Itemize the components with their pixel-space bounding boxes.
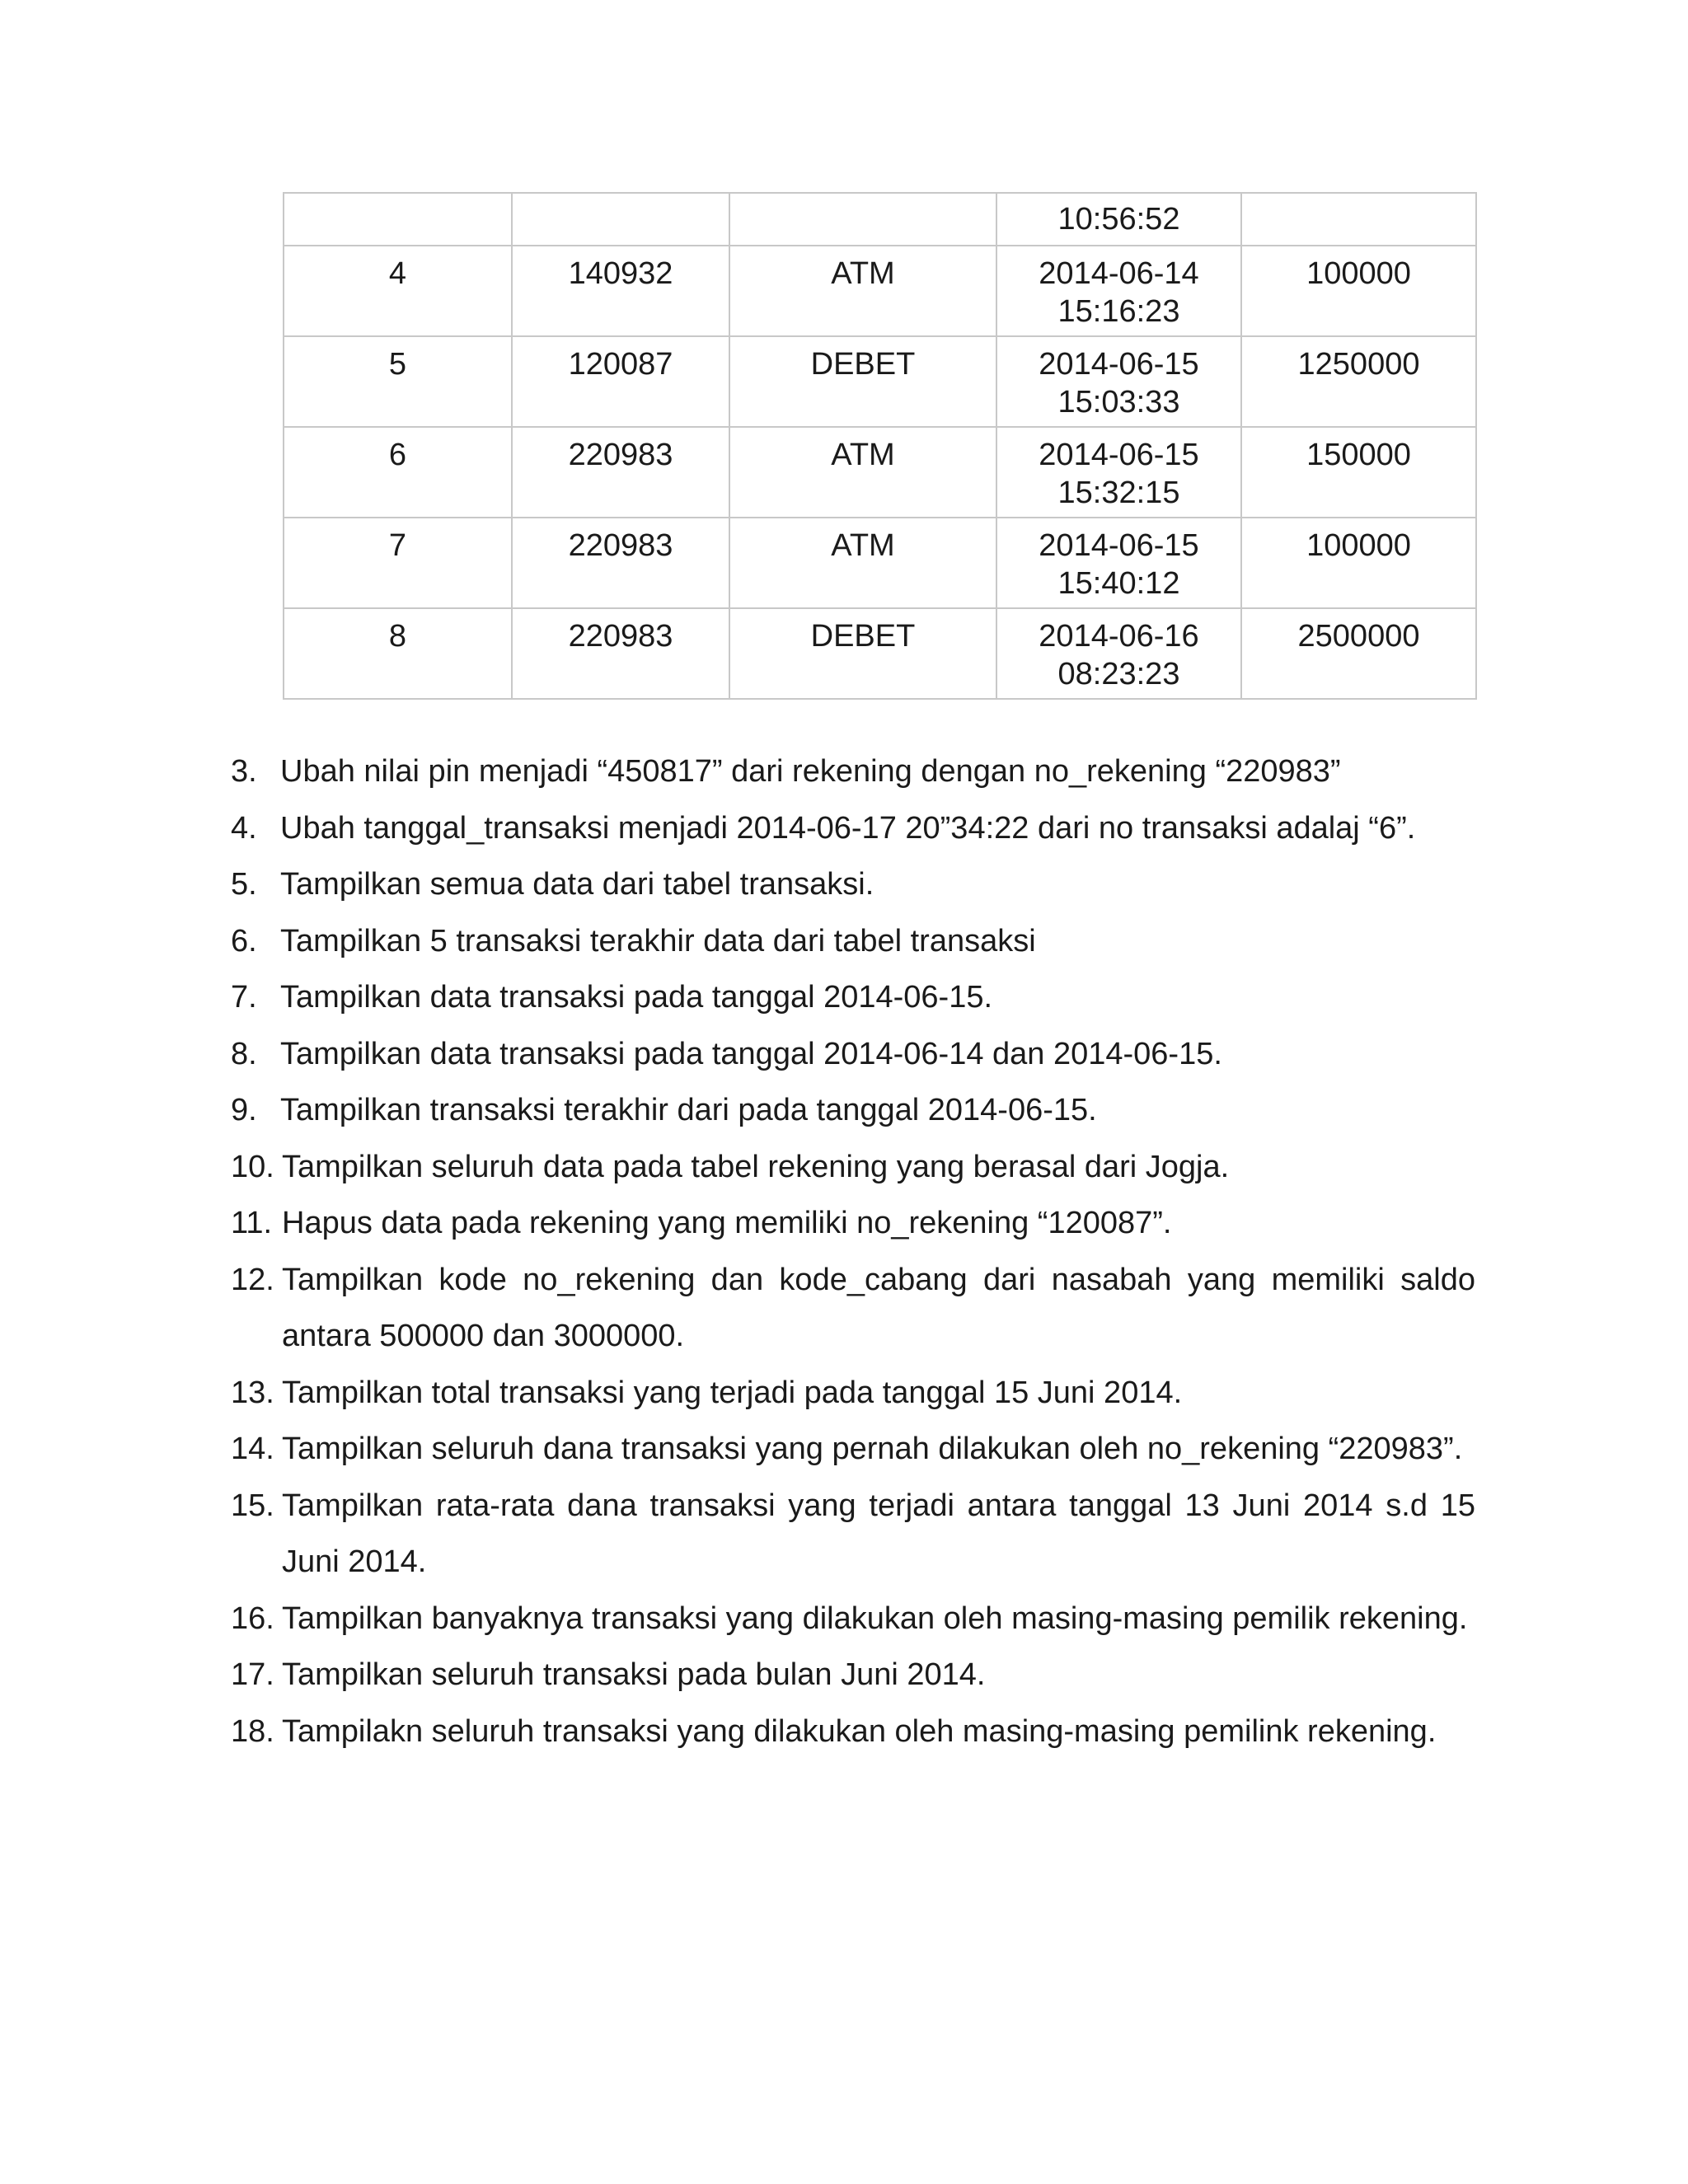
list-item	[231, 1421, 1475, 1478]
list-item-text: Tampilkan seluruh dana transaksi yang pernah dilakukan oleh no_rekening “220983”.	[282, 1432, 1463, 1466]
cell-dana-dana: 2500000	[1297, 619, 1420, 654]
list-item-number: 4.	[231, 810, 257, 846]
list-item	[231, 969, 1475, 1026]
cell-no-no: 5	[388, 347, 407, 382]
cell-rekening-rekening: 220983	[568, 438, 673, 472]
list-item-number: 13.	[231, 1375, 274, 1410]
list-item-text: Ubah nilai pin menjadi “450817” dari rekening dengan no_rekening “220983”	[280, 754, 1341, 789]
cell-dana	[1241, 246, 1476, 336]
cell-dana	[1241, 518, 1476, 608]
list-item-text: Tampilkan kode no_rekening dan kode_cabang dari nasabah yang memiliki saldo antara 500000 dan 3000000.	[282, 1262, 1475, 1353]
table-cell	[1241, 193, 1476, 246]
cell-tanggal-waktu: 15:32:15	[1057, 476, 1180, 510]
cell-no-no: 6	[388, 438, 407, 472]
list-item-text: Tampilkan data transaksi pada tanggal 2014-06-15.	[280, 980, 993, 1015]
table-row	[284, 336, 1476, 427]
cell-tanggal-tanggal: 2014-06-15	[1039, 438, 1199, 472]
cell-no-no: 8	[388, 619, 407, 654]
cell-tanggal-tanggal: 2014-06-14	[1039, 256, 1199, 291]
cell-rekening	[512, 518, 729, 608]
cell-dana	[1241, 608, 1476, 699]
list-item-text: Hapus data pada rekening yang memiliki no_rekening “120087”.	[282, 1206, 1172, 1240]
list-item	[231, 1252, 1475, 1365]
cell-rekening	[512, 246, 729, 336]
cell-rekening-rekening: 140932	[568, 256, 673, 291]
cell-no	[284, 518, 512, 608]
cell-tanggal	[996, 246, 1241, 336]
transaction-table-body	[284, 193, 1476, 699]
cell-dana	[1241, 336, 1476, 427]
list-item	[231, 1365, 1475, 1422]
cell-no	[284, 608, 512, 699]
cell-dana-dana: 1250000	[1297, 347, 1420, 382]
list-item	[231, 1026, 1475, 1083]
cell-rekening-rekening: 120087	[568, 347, 673, 382]
cell-tanggal-tanggal: 2014-06-16	[1039, 619, 1199, 654]
list-item-text: Tampilkan total transaksi yang terjadi pada tanggal 15 Juni 2014.	[282, 1375, 1183, 1410]
list-item-text: Tampilkan transaksi terakhir dari pada tanggal 2014-06-15.	[280, 1093, 1097, 1127]
cell-tanggal	[996, 427, 1241, 518]
list-item-number: 18.	[231, 1713, 274, 1749]
cell-no	[284, 336, 512, 427]
cell-dana-dana: 100000	[1306, 528, 1411, 563]
cell-rekening-rekening: 220983	[568, 528, 673, 563]
list-item-number: 9.	[231, 1093, 257, 1127]
cell-tanggal	[996, 336, 1241, 427]
cell-jenis-jenis: DEBET	[810, 619, 916, 654]
list-item	[231, 800, 1475, 857]
cell-rekening	[512, 427, 729, 518]
list-item-text: Ubah tanggal_transaksi menjadi 2014-06-17 20”34:22 dari no transaksi adalaj “6”.	[280, 810, 1416, 846]
list-item-text: Tampilkan seluruh data pada tabel rekening yang berasal dari Jogja.	[282, 1149, 1230, 1184]
list-item-text: Tampilkan data transaksi pada tanggal 2014-06-14 dan 2014-06-15.	[280, 1036, 1222, 1071]
table-row-carry-over	[284, 193, 1476, 246]
cell-dana-dana: 150000	[1306, 438, 1411, 472]
list-item-number: 17.	[231, 1657, 274, 1692]
cell-rekening-rekening: 220983	[568, 619, 673, 654]
table-cell	[512, 193, 729, 246]
list-item-number: 16.	[231, 1601, 274, 1636]
cell-no-no: 4	[388, 256, 407, 291]
cell-jenis-jenis: ATM	[831, 256, 895, 291]
list-item-text: Tampilkan banyaknya transaksi yang dilakukan oleh masing-masing pemilik rekening.	[282, 1601, 1468, 1636]
cell-tanggal-tanggal: 2014-06-15	[1039, 347, 1199, 382]
list-item-number: 8.	[231, 1036, 257, 1071]
cell-jenis-jenis: ATM	[831, 528, 895, 563]
cell-tanggal-waktu: 08:23:23	[1057, 657, 1180, 691]
cell-rekening	[512, 608, 729, 699]
list-item	[231, 1139, 1475, 1196]
list-item-number: 7.	[231, 980, 257, 1015]
list-item	[231, 1704, 1475, 1760]
cell-tanggal	[996, 518, 1241, 608]
cell-tanggal-waktu: 15:16:23	[1057, 294, 1180, 329]
cell-no	[284, 246, 512, 336]
list-item-number: 11.	[231, 1206, 273, 1240]
cell-tanggal-waktu: 15:40:12	[1057, 566, 1180, 601]
cell-jenis	[729, 246, 996, 336]
list-item-number: 10.	[231, 1149, 274, 1184]
list-item-number: 5.	[231, 867, 257, 902]
list-item-number: 12.	[231, 1262, 274, 1297]
transaction-table	[283, 192, 1477, 700]
list-item	[231, 1195, 1475, 1252]
list-item	[231, 1478, 1475, 1591]
list-item	[231, 1647, 1475, 1704]
task-list	[231, 743, 1475, 1760]
cell-jenis	[729, 336, 996, 427]
list-item-text: Tampilkan rata-rata dana transaksi yang terjadi antara tanggal 13 Juni 2014 s.d 15 Juni 2014.	[282, 1488, 1475, 1579]
cell-tanggal	[996, 608, 1241, 699]
table-row	[284, 608, 1476, 699]
list-item-number: 3.	[231, 754, 257, 789]
table-cell	[729, 193, 996, 246]
cell-jenis	[729, 427, 996, 518]
list-item-text: Tampilakn seluruh transaksi yang dilakukan oleh masing-masing pemilink rekening.	[282, 1713, 1437, 1749]
list-item-number: 15.	[231, 1488, 274, 1523]
cell-no-no: 7	[388, 528, 407, 563]
table-row	[284, 427, 1476, 518]
cell-jenis-jenis: ATM	[831, 438, 895, 472]
list-item	[231, 913, 1475, 970]
cell-tanggal-tanggal: 2014-06-15	[1039, 528, 1199, 563]
cell-rekening	[512, 336, 729, 427]
list-item	[231, 743, 1475, 800]
cell-jenis	[729, 608, 996, 699]
table-row	[284, 246, 1476, 336]
cell-tanggal-waktu: 15:03:33	[1057, 385, 1180, 419]
cell-jenis	[729, 518, 996, 608]
list-item	[231, 1082, 1475, 1139]
cell-dana	[1241, 427, 1476, 518]
cell-jenis-jenis: DEBET	[810, 347, 916, 382]
list-item	[231, 1591, 1475, 1647]
table-cell: 10:56:52	[996, 193, 1241, 246]
table-cell	[284, 193, 512, 246]
list-item-number: 6.	[231, 923, 257, 958]
cell-dana-dana: 100000	[1306, 256, 1411, 291]
list-item	[231, 856, 1475, 913]
table-row	[284, 518, 1476, 608]
list-item-text: Tampilkan 5 transaksi terakhir data dari tabel transaksi	[280, 923, 1036, 958]
list-item-text: Tampilkan semua data dari tabel transaksi.	[280, 867, 874, 902]
cell-no	[284, 427, 512, 518]
list-item-text: Tampilkan seluruh transaksi pada bulan Juni 2014.	[282, 1657, 986, 1692]
list-item-number: 14.	[231, 1432, 274, 1466]
